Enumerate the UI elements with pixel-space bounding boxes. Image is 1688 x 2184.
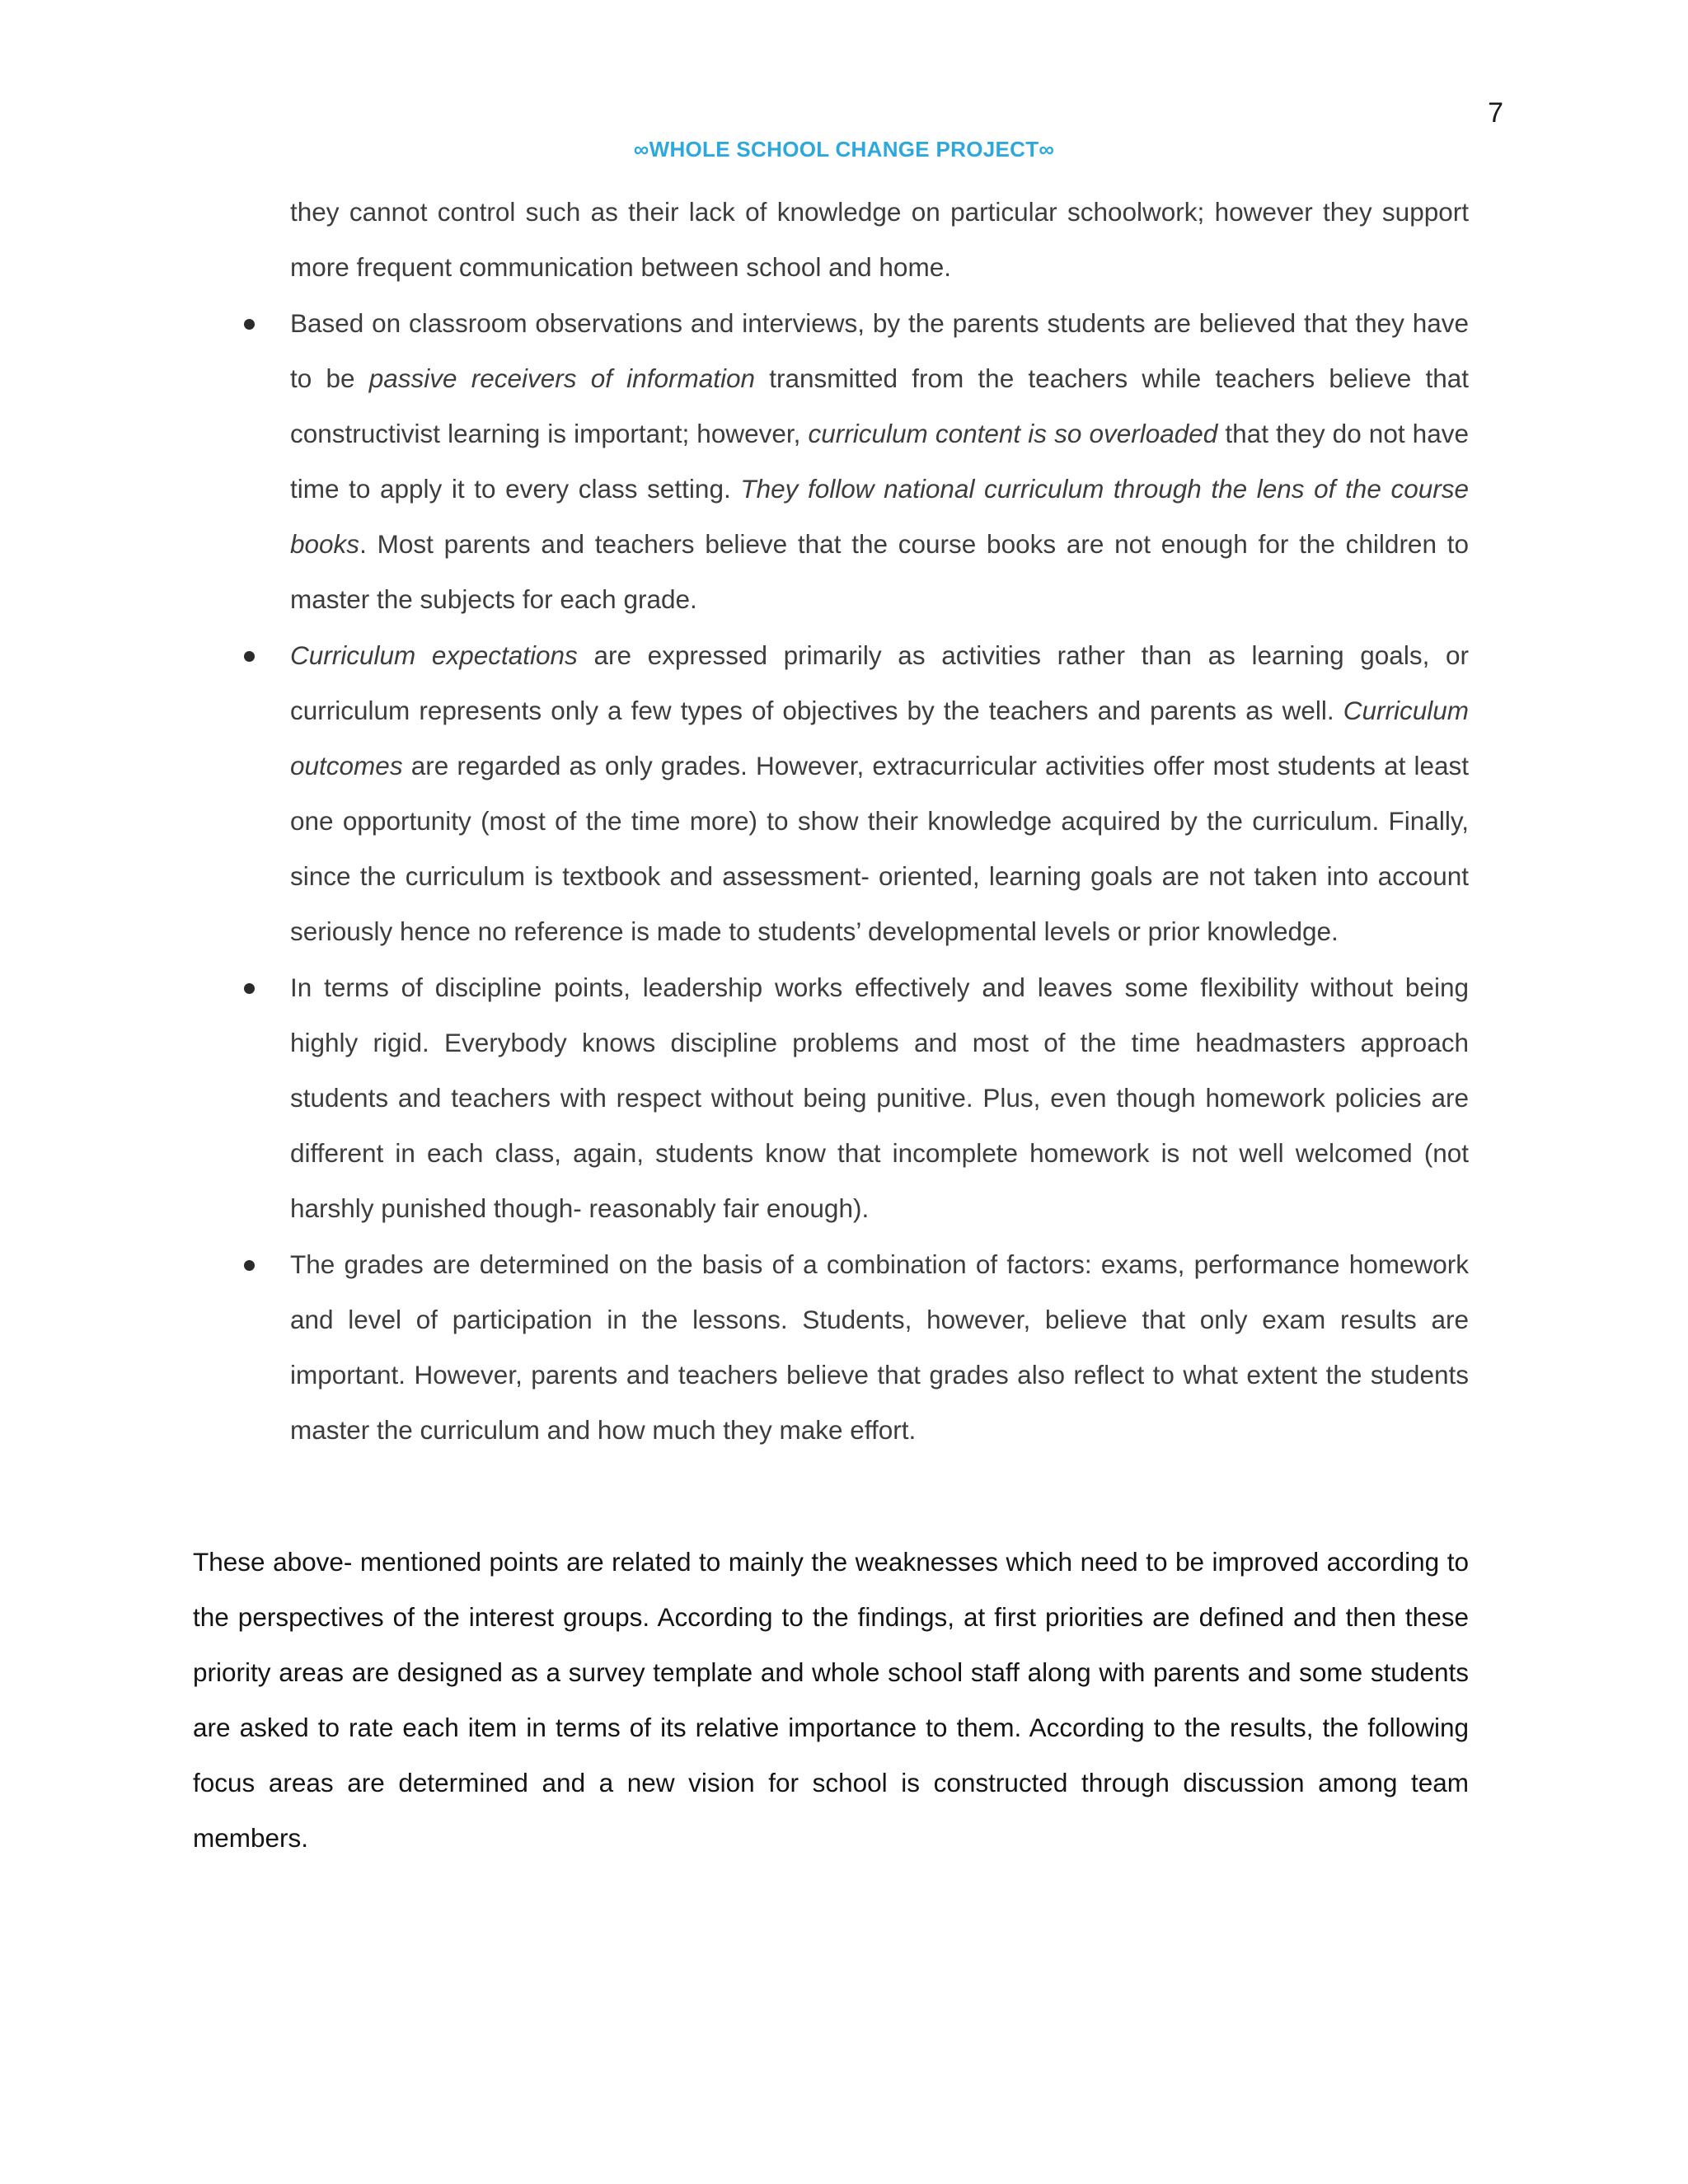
list-item-text: The grades are determined on the basis of a combination of factors: exams, performance homework and level of participation in the lessons. Students, however, believe that only exam results are important. However, parents and teachers believe that grades also reflect to what extent the students master the curriculum and how much they make effort. bbox=[290, 1249, 1469, 1445]
text-segment: that they do not have time to apply it to every class setting. bbox=[290, 419, 1469, 504]
italic-text-segment: Curriculum expectations bbox=[290, 640, 578, 670]
text-segment: are expressed primarily as activities rather than as learning goals, or curriculum represents only a few types of objectives by the teachers and parents as well. bbox=[290, 640, 1469, 725]
italic-text-segment: They follow national curriculum through the lens of the course books bbox=[290, 474, 1469, 559]
running-header: ∞WHOLE SCHOOL CHANGE PROJECT∞ bbox=[633, 137, 1055, 162]
list-item bbox=[290, 960, 1469, 1236]
continued-list-text: they cannot control such as their lack of knowledge on particular schoolwork; however they support more frequent communication between school and home. bbox=[290, 197, 1469, 282]
italic-text-segment: curriculum content is so overloaded bbox=[808, 419, 1218, 448]
bullet-icon bbox=[244, 983, 255, 994]
italic-text-segment: Curriculum outcomes bbox=[290, 696, 1469, 780]
bullet-icon bbox=[244, 651, 255, 662]
list-item bbox=[290, 628, 1469, 959]
page-number: 7 bbox=[1488, 97, 1503, 129]
text-segment: . Most parents and teachers believe that the course books are not enough for the children to master the subjects for each grade. bbox=[290, 529, 1469, 614]
text-segment: transmitted from the teachers while teachers believe that constructivist learning is important; however, bbox=[290, 363, 1470, 448]
list-item bbox=[290, 1237, 1469, 1458]
closing-paragraph: These above- mentioned points are related to mainly the weaknesses which need to be improved according to the perspectives of the interest groups. According to the findings, at first priorities are defined and then these priority areas are designed as a survey template and whole school staff along with parents and some students are asked to rate each item in terms of its relative importance to them. According to the results, the following focus areas are determined and a new vision for school is constructed through discussion among team members. bbox=[193, 1547, 1469, 1853]
bullet-list bbox=[290, 185, 1469, 1459]
list-item bbox=[290, 296, 1469, 627]
text-segment: Based on classroom observations and interviews, by the parents students are believed that they have to be bbox=[290, 308, 1469, 393]
list-item-text: In terms of discipline points, leadership works effectively and leaves some flexibility without being highly rigid. Everybody knows discipline problems and most of the time headmasters approach students and teachers with respect without being punitive. Plus, even though homework policies are different in each class, again, students know that incomplete homework is not well welcomed (not harshly punished though- reasonably fair enough). bbox=[290, 972, 1469, 1223]
bullet-icon bbox=[244, 319, 255, 330]
text-segment: are regarded as only grades. However, extracurricular activities offer most students at least one opportunity (most of the time more) to show their knowledge acquired by the curriculum. Finally, since the curriculum is textbook and assessment- oriented, learning goals are not taken into account seriously hence no reference is made to students’ developmental levels or prior knowledge. bbox=[290, 751, 1469, 946]
list-item-text bbox=[290, 308, 1469, 614]
bullet-icon bbox=[244, 1260, 255, 1271]
italic-text-segment: passive receivers of information bbox=[368, 363, 756, 393]
list-item-text bbox=[290, 640, 1469, 946]
